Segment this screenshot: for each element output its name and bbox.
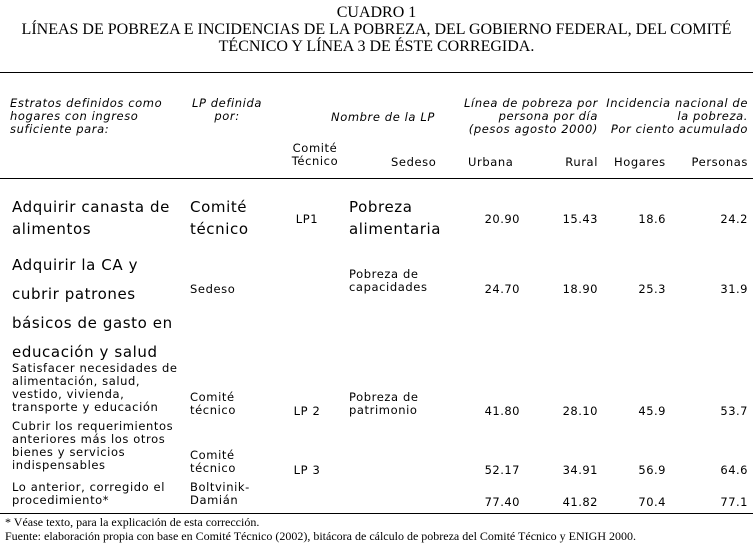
header-urbana: Urbana [468, 155, 514, 169]
table-row-5-estrato: Lo anterior, corregido el procedimiento* [12, 480, 166, 507]
header-lp-definida: LP definida por: [191, 96, 263, 123]
table-row-3-sedeso: Pobreza de patrimonio [349, 390, 419, 417]
table-row-3-personas: 53.7 [720, 404, 748, 418]
table-row-1-definida: Comité técnico [190, 198, 249, 238]
table-row-2-hogares: 25.3 [638, 282, 666, 296]
table-number: CUADRO 1 [336, 4, 417, 21]
header-personas: Personas [691, 155, 748, 169]
table-row-2-estrato: Adquirir la CA y cubrir patrones básicos de gasto en educación y salud [12, 256, 173, 361]
footnote: * Véase texto, para la explicación de esta corrección. [5, 515, 260, 529]
table-row-1-comite: LP1 [295, 212, 319, 226]
table-row-4-comite: LP 3 [293, 463, 321, 477]
header-incidencia: Incidencia nacional de la pobreza. Por ciento acumulado [606, 96, 748, 136]
top-rule [0, 72, 753, 73]
table-row-4-definida: Comité técnico [190, 448, 236, 475]
header-hogares: Hogares [614, 155, 666, 169]
bottom-rule [0, 513, 753, 514]
source-note: Fuente: elaboración propia con base en Comité Técnico (2002), bitácora de cálculo de pobreza del Comité Técnico y ENIGH 2000. [5, 529, 637, 543]
table-row-1-urbana: 20.90 [484, 212, 520, 226]
table-row-2-personas: 31.9 [720, 282, 748, 296]
table-row-4-urbana: 52.17 [484, 463, 520, 477]
header-sedeso: Sedeso [391, 155, 437, 169]
table-title-line-2: TÉCNICO Y LÍNEA 3 DE ÉSTE CORREGIDA. [218, 38, 535, 55]
table-row-3-rural: 28.10 [562, 404, 598, 418]
table-row-3-urbana: 41.80 [484, 404, 520, 418]
table-row-3-hogares: 45.9 [638, 404, 666, 418]
table-row-5-rural: 41.82 [562, 495, 598, 509]
table-row-5-hogares: 70.4 [638, 495, 666, 509]
header-rural: Rural [565, 155, 598, 169]
table-title-line-1: LÍNEAS DE POBREZA E INCIDENCIAS DE LA POBREZA, DEL GOBIERNO FEDERAL, DEL COMITÉ [21, 21, 732, 38]
table-row-4-estrato: Cubrir los requerimientos anteriores más los otros bienes y servicios indispensables [12, 419, 174, 472]
table-row-1-personas: 24.2 [720, 212, 748, 226]
table-row-1-hogares: 18.6 [638, 212, 666, 226]
table-row-5-personas: 77.1 [720, 495, 748, 509]
table-row-1-sedeso: Pobreza alimentaria [349, 198, 442, 238]
table-row-1-rural: 15.43 [562, 212, 598, 226]
table-row-4-rural: 34.91 [562, 463, 598, 477]
header-estratos: Estratos definidos como hogares con ingreso suficiente para: [10, 96, 163, 136]
table-row-3-estrato: Satisfacer necesidades de alimentación, salud, vestido, vivienda, transporte y educación [12, 361, 178, 414]
header-comite-tecnico: Comité Técnico [291, 141, 339, 168]
table-row-2-urbana: 24.70 [484, 282, 520, 296]
table-row-2-definida: Sedeso [190, 282, 236, 296]
table-row-3-comite: LP 2 [293, 404, 321, 418]
header-rule [0, 178, 753, 179]
table-row-5-definida: Boltvinik- Damián [190, 480, 250, 507]
table-row-1-estrato: Adquirir canasta de alimentos [12, 198, 170, 238]
table-row-2-rural: 18.90 [562, 282, 598, 296]
table-row-2-sedeso: Pobreza de capacidades [349, 267, 428, 294]
table-row-5-urbana: 77.40 [484, 495, 520, 509]
header-linea-pobreza: Línea de pobreza por persona por día (pesos agosto 2000) [464, 96, 598, 136]
table-row-3-definida: Comité técnico [190, 390, 236, 417]
header-nombre-lp: Nombre de la LP [331, 110, 435, 124]
table-row-4-personas: 64.6 [720, 463, 748, 477]
table-row-4-hogares: 56.9 [638, 463, 666, 477]
